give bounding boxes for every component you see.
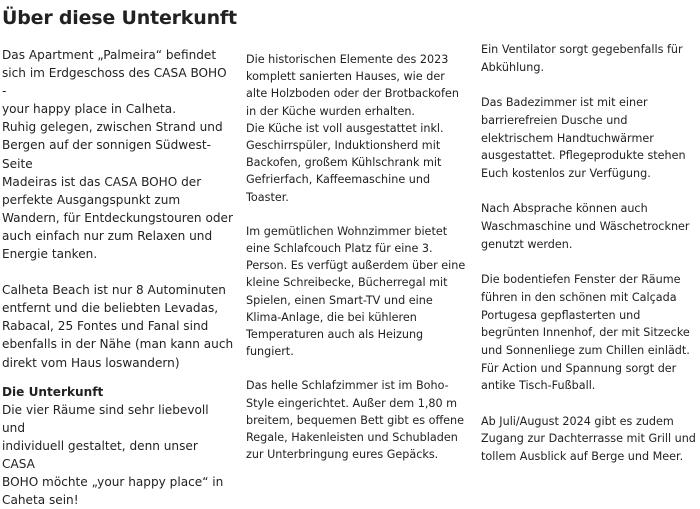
courtyard-paragraph: Die bodentiefen Fenster der Räume führen in den schönen mit Calçada Portugesa gepflasterten und begrünten Innenhof, der mit Sitzecke und Sonnenliege zum Chillen einlädt. Für Action und Spannung sorgt der antike Tisch-Fußball. (481, 273, 690, 393)
roof-terrace-paragraph: Ab Juli/August 2024 gibt es zudem Zugang zur Dachterrasse mit Grill und tollem Ausblick auf Berge und Meer. (481, 414, 696, 464)
description-column-2 (246, 51, 478, 463)
rooms-paragraph: Die vier Räume sind sehr liebevoll und individuell gestaltet, denn unser CASA BOHO möchte „your happy place“ in Caheta sein! (2, 402, 224, 508)
description-column-3 (481, 41, 699, 466)
intro-paragraph: Das Apartment „Palmeira“ befindet sich im Erdgeschoss des CASA BOHO - your happy place in Calheta. Ruhig gelegen, zwischen Strand und Bergen auf der sonnigen Südwest-Seite Madeiras ist das CASA BOHO der perfekte Ausgangspunkt zum Wandern, für Entdeckungstouren oder auch einfach nur zum Relaxen und Energie tanken. (2, 48, 233, 262)
location-paragraph: Calheta Beach ist nur 8 Autominuten entfernt und die beliebten Levadas, Rabacal, 25 Fontes und Fanal sind ebenfalls in der Nähe (man kann auch direkt vom Haus loswandern) (2, 283, 234, 370)
section-heading-die-unterkunft: Die Unterkunft (2, 384, 104, 399)
fan-paragraph: Ein Ventilator sorgt gegebenfalls für Abkühlung. (481, 43, 683, 74)
bathroom-paragraph: Das Badezimmer ist mit einer barrierefreien Dusche und elektrischem Handtuchwärmer ausgestattet. Pflegeprodukte stehen Euch kostenlos zur Verfügung. (481, 96, 686, 180)
living-room-paragraph: Im gemütlichen Wohnzimmer bietet eine Schlafcouch Platz für eine 3. Person. Es verfügt außerdem über eine kleine Schreibecke, Bücherregal mit Spielen, einen Smart-TV und eine Klima-Anlage, die bei kühleren Temperaturen auch als Heizung fungiert. (246, 224, 466, 359)
laundry-paragraph: Nach Absprache können auch Waschmaschine und Wäschetrockner genutzt werden. (481, 202, 690, 251)
kitchen-paragraph: Die historischen Elemente des 2023 komplett sanierten Hauses, wie der alte Holzboden oder der Brotbackofen in der Küche wurden erhalten. Die Küche ist voll ausgestattet inkl. Geschirrspüler, Induktionsherd mit Backofen, großem Kühlschrank mit Gefrierfach, Kaffeemaschine und Toaster. (246, 53, 459, 204)
bedroom-paragraph: Das helle Schlafzimmer ist im Boho- Style eingerichtet. Außer dem 1,80 m breitem, bequemen Bett gibt es offene Regale, Hakenleisten und Schubladen zur Unterbringung eures Gepäcks. (246, 379, 465, 462)
page-title: Über diese Unterkunft (2, 7, 237, 29)
description-column-1 (2, 46, 234, 509)
